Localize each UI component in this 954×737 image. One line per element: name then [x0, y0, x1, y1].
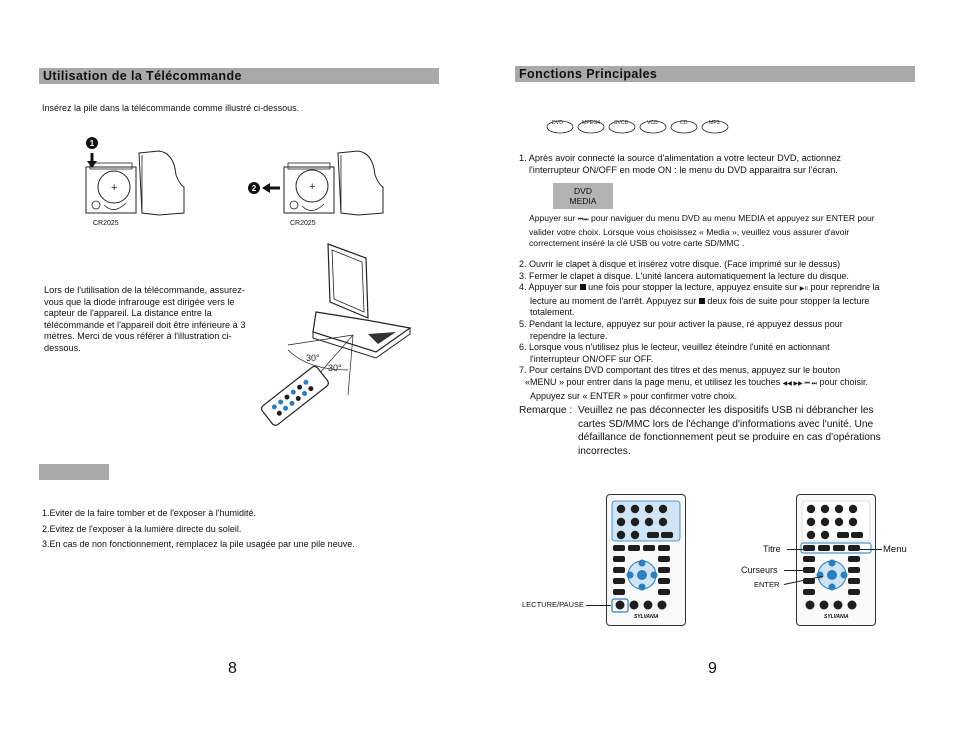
- step-item: l'interrupteur ON/OFF sur OFF.: [530, 353, 654, 364]
- callout-line: [586, 605, 611, 606]
- step-1-number: 1: [89, 139, 95, 148]
- usage-line: vous que la diode infrarouge est dirigée vers le: [44, 296, 235, 307]
- steps-list: [519, 259, 880, 402]
- step-item-text: pour reprendre la: [810, 282, 880, 293]
- menu-box-line: MEDIA: [569, 196, 597, 206]
- remote-brand-1: SYLVANIA: [634, 614, 659, 620]
- menu-box-line: DVD: [574, 186, 592, 196]
- svg-text:+: +: [111, 182, 118, 194]
- precaution-item: 1.Eviter de la faire tomber et de l'exposer à l'humidité.: [42, 508, 257, 518]
- right-section-header: Fonctions Principales: [515, 66, 915, 82]
- prev-next-icon: ⏮⏭: [577, 217, 589, 223]
- remark-label: Remarque :: [519, 405, 573, 416]
- usage-line: Lors de l'utilisation de la télécommande, assurez-: [44, 285, 245, 295]
- step-1-line: 1. Après avoir connecté la source d'alimentation a votre lecteur DVD, actionnez: [519, 153, 841, 163]
- dvd-player-illustration: [258, 240, 418, 445]
- info-text: Appuyer sur: [529, 213, 576, 223]
- callout-line: [860, 549, 882, 550]
- remark-line: incorrectes.: [578, 446, 631, 458]
- step-item: 5. Pendant la lecture, appuyez sur pour activer la pause, ré appuyez dessus pour: [519, 318, 843, 329]
- remark-line: défaillance de fonctionnement peut se produire en cas d'opérations: [578, 432, 881, 444]
- step-item: 7. Pour certains DVD comportant des titres et des menus, appuyez sur le bouton: [519, 365, 841, 376]
- battery-intro: Insérez la pile dans la télécommande comme illustré ci-dessous.: [42, 103, 300, 113]
- remark-line: cartes SD/MMC lors de l'échange d'informations avec l'unité. Une: [578, 418, 874, 430]
- callout-line: [784, 570, 807, 571]
- callout-title: Titre: [763, 544, 781, 554]
- disc-cd: CD: [680, 120, 688, 126]
- step-item-text: une fois pour stopper la lecture, appuyez ensuite sur: [588, 282, 798, 293]
- step-item-text: lecture au moment de l'arrêt. Appuyez sur: [530, 295, 697, 306]
- step-item-text: totalement.: [530, 307, 575, 318]
- step-1-line: l'interrupteur ON/OFF en mode ON : le menu du DVD apparaitra sur l'écran.: [529, 164, 838, 175]
- step-item-text: deux fois de suite pour stopper la lecture: [707, 295, 870, 306]
- page-number-left: 8: [228, 660, 237, 677]
- step-item: Appuyez sur « ENTER » pour confirmer votre choix.: [530, 390, 738, 401]
- remote-usage-text: [44, 285, 274, 355]
- disc-mp3: MP3: [709, 120, 720, 126]
- stop-icon: [580, 284, 586, 290]
- precaution-item: 3.En cas de non fonctionnement, remplacez la pile usagée par une pile neuve.: [42, 539, 355, 549]
- precautions-header-bar: [39, 464, 109, 480]
- step-item: 2. Ouvrir le clapet à disque et insérez votre disque. (Face imprimé sur le dessus): [519, 259, 841, 269]
- remote-brand-2: SYLVANIA: [824, 614, 849, 620]
- disc-vcd: VCD: [647, 120, 658, 126]
- step-1-text: [519, 153, 841, 176]
- step-item: 3. Fermer le clapet à disque. L'unité lancera automatiquement la lecture du disque.: [519, 270, 849, 281]
- battery-step-1-illustration: [84, 135, 194, 225]
- step-item: 6. Lorsque vous n'utilisez plus le lecteur, veuillez éteindre l'unité en actionnant: [519, 342, 830, 353]
- play-pause-icon: ▶॥: [799, 286, 808, 293]
- usage-line: mètres. Merci de vous référer à l'illustration ci-: [44, 331, 232, 342]
- stop-icon: [699, 298, 705, 304]
- disc-svcd: SVCD: [614, 120, 629, 126]
- left-section-header: Utilisation de la Télécommande: [39, 68, 439, 84]
- step-item-text: pour choisir.: [819, 376, 868, 387]
- remote-icon: [260, 365, 330, 427]
- disc-format-icons: [546, 118, 736, 141]
- usage-line: capteur de l'appareil. La distance entre la: [44, 308, 212, 319]
- usage-line: télécommande et l'appareil doit être inférieure à 3: [44, 319, 246, 330]
- callout-cursors: Curseurs: [741, 565, 778, 575]
- step-item: rependre la lecture.: [530, 330, 608, 341]
- remote-control-2: [796, 494, 876, 626]
- precaution-item: 2.Evitez de l'exposer à la lumière directe du soleil.: [42, 523, 242, 534]
- arrow-icon: ◀◀ ▶▶ ⏮ ⏭: [782, 380, 817, 387]
- angle-label-1: 30°: [306, 353, 320, 363]
- step-item-text: «MENU » pour entrer dans la page menu, et utilisez les touches: [525, 376, 781, 387]
- angle-label-2: 30°: [328, 363, 342, 373]
- battery-label-1: CR2025: [93, 220, 119, 227]
- step-2-number: 2: [251, 184, 257, 193]
- remote-control-1: [606, 494, 686, 626]
- callout-play-pause: LECTURE/PAUSE: [522, 600, 584, 609]
- callout-enter: ENTER: [754, 580, 780, 589]
- usage-line: dessous.: [44, 342, 81, 353]
- battery-step-2-illustration: [246, 148, 391, 225]
- battery-label-2: CR2025: [290, 220, 316, 227]
- step-item-text: 4. Appuyer sur: [519, 282, 578, 293]
- svg-text:+: +: [309, 181, 316, 193]
- precautions-list: [42, 506, 355, 553]
- page-number-right: 9: [708, 660, 717, 677]
- callout-menu: Menu: [883, 544, 907, 555]
- info-text: valider votre choix. Lorsque vous choisissez « Media », veuillez vous assurer d'avoir: [529, 226, 850, 237]
- disc-mpeg4: MPEG4: [582, 120, 601, 126]
- disc-dvd: DVD: [552, 120, 563, 126]
- remark-line: Veuillez ne pas déconnecter les dispositifs USB ni débrancher les: [578, 405, 874, 416]
- info-text: pour naviguer du menu DVD au menu MEDIA et appuyez sur ENTER pour: [590, 213, 875, 223]
- callout-line: [787, 549, 803, 550]
- info-text: correctement inséré la clé USB ou votre carte SD/MMC .: [529, 238, 745, 249]
- dvd-media-button: [553, 183, 613, 209]
- navigation-info: [529, 213, 875, 250]
